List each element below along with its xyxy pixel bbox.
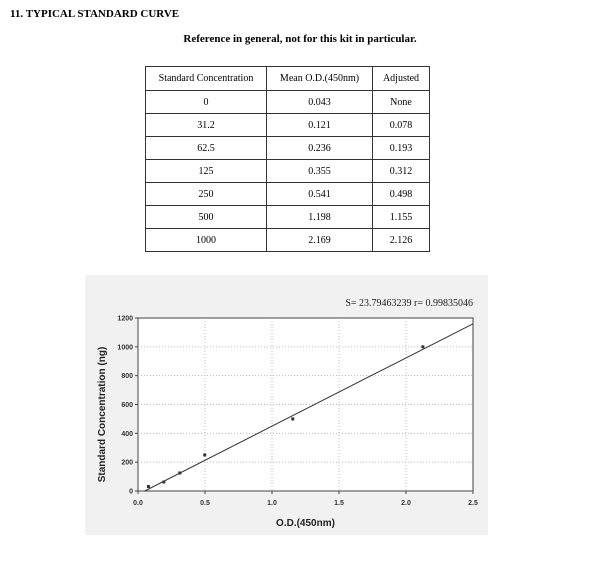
cell-adjusted: 0.078	[373, 114, 430, 137]
y-tick-label: 1200	[117, 315, 133, 323]
cell-adjusted: 0.498	[373, 183, 430, 206]
cell-concentration: 31.2	[146, 114, 267, 137]
header-adjusted: Adjusted	[373, 67, 430, 91]
cell-concentration: 1000	[146, 229, 267, 252]
y-tick-label: 1000	[117, 344, 133, 352]
x-axis-label: O.D.(450nm)	[276, 518, 335, 529]
header-concentration: Standard Concentration	[146, 67, 267, 91]
curve-equation: S= 23.79463239 r= 0.99835046	[345, 298, 473, 309]
cell-mean-od: 0.236	[267, 137, 373, 160]
cell-concentration: 250	[146, 183, 267, 206]
data-point	[421, 345, 424, 348]
cell-mean-od: 0.043	[267, 91, 373, 114]
cell-adjusted: 0.193	[373, 137, 430, 160]
x-tick-label: 0.5	[200, 500, 210, 507]
cell-concentration: 125	[146, 160, 267, 183]
y-tick-label: 200	[121, 459, 133, 467]
section-subtitle: Reference in general, not for this kit in particular.	[183, 33, 417, 45]
cell-adjusted: 0.312	[373, 160, 430, 183]
x-tick-label: 2.0	[401, 500, 411, 507]
cell-mean-od: 0.355	[267, 160, 373, 183]
table-row	[146, 91, 430, 114]
data-point	[147, 485, 150, 488]
x-tick-label: 1.5	[334, 500, 344, 507]
y-tick-label: 0	[129, 488, 133, 496]
y-tick-label: 600	[121, 402, 133, 409]
data-point	[291, 417, 294, 420]
header-mean-od: Mean O.D.(450nm)	[267, 67, 373, 91]
y-tick-label: 800	[121, 373, 133, 381]
cell-adjusted: 2.126	[373, 229, 430, 252]
table-header-row	[146, 67, 430, 91]
table-row	[146, 229, 430, 252]
chart-svg	[85, 275, 488, 535]
table-row	[146, 160, 430, 183]
table-row	[146, 137, 430, 160]
cell-concentration: 62.5	[146, 137, 267, 160]
standard-curve-table	[145, 66, 430, 252]
table-row	[146, 183, 430, 206]
x-tick-label: 0.0	[133, 500, 143, 507]
x-tick-label: 1.0	[267, 500, 277, 507]
cell-mean-od: 2.169	[267, 229, 373, 252]
cell-mean-od: 0.541	[267, 183, 373, 206]
table-row	[146, 114, 430, 137]
cell-concentration: 500	[146, 206, 267, 229]
standard-curve-chart	[85, 275, 488, 535]
section-title: 11. TYPICAL STANDARD CURVE	[10, 8, 180, 20]
data-point	[203, 453, 206, 456]
y-axis-label: Standard Concentration (ng)	[97, 346, 108, 483]
x-tick-label: 2.5	[468, 500, 478, 507]
cell-concentration: 0	[146, 91, 267, 114]
data-point	[162, 480, 165, 483]
plot-area	[138, 318, 473, 491]
table-row	[146, 206, 430, 229]
cell-mean-od: 0.121	[267, 114, 373, 137]
cell-adjusted: 1.155	[373, 206, 430, 229]
cell-mean-od: 1.198	[267, 206, 373, 229]
y-tick-label: 400	[121, 430, 133, 438]
cell-adjusted: None	[373, 91, 430, 114]
data-point	[178, 471, 181, 474]
